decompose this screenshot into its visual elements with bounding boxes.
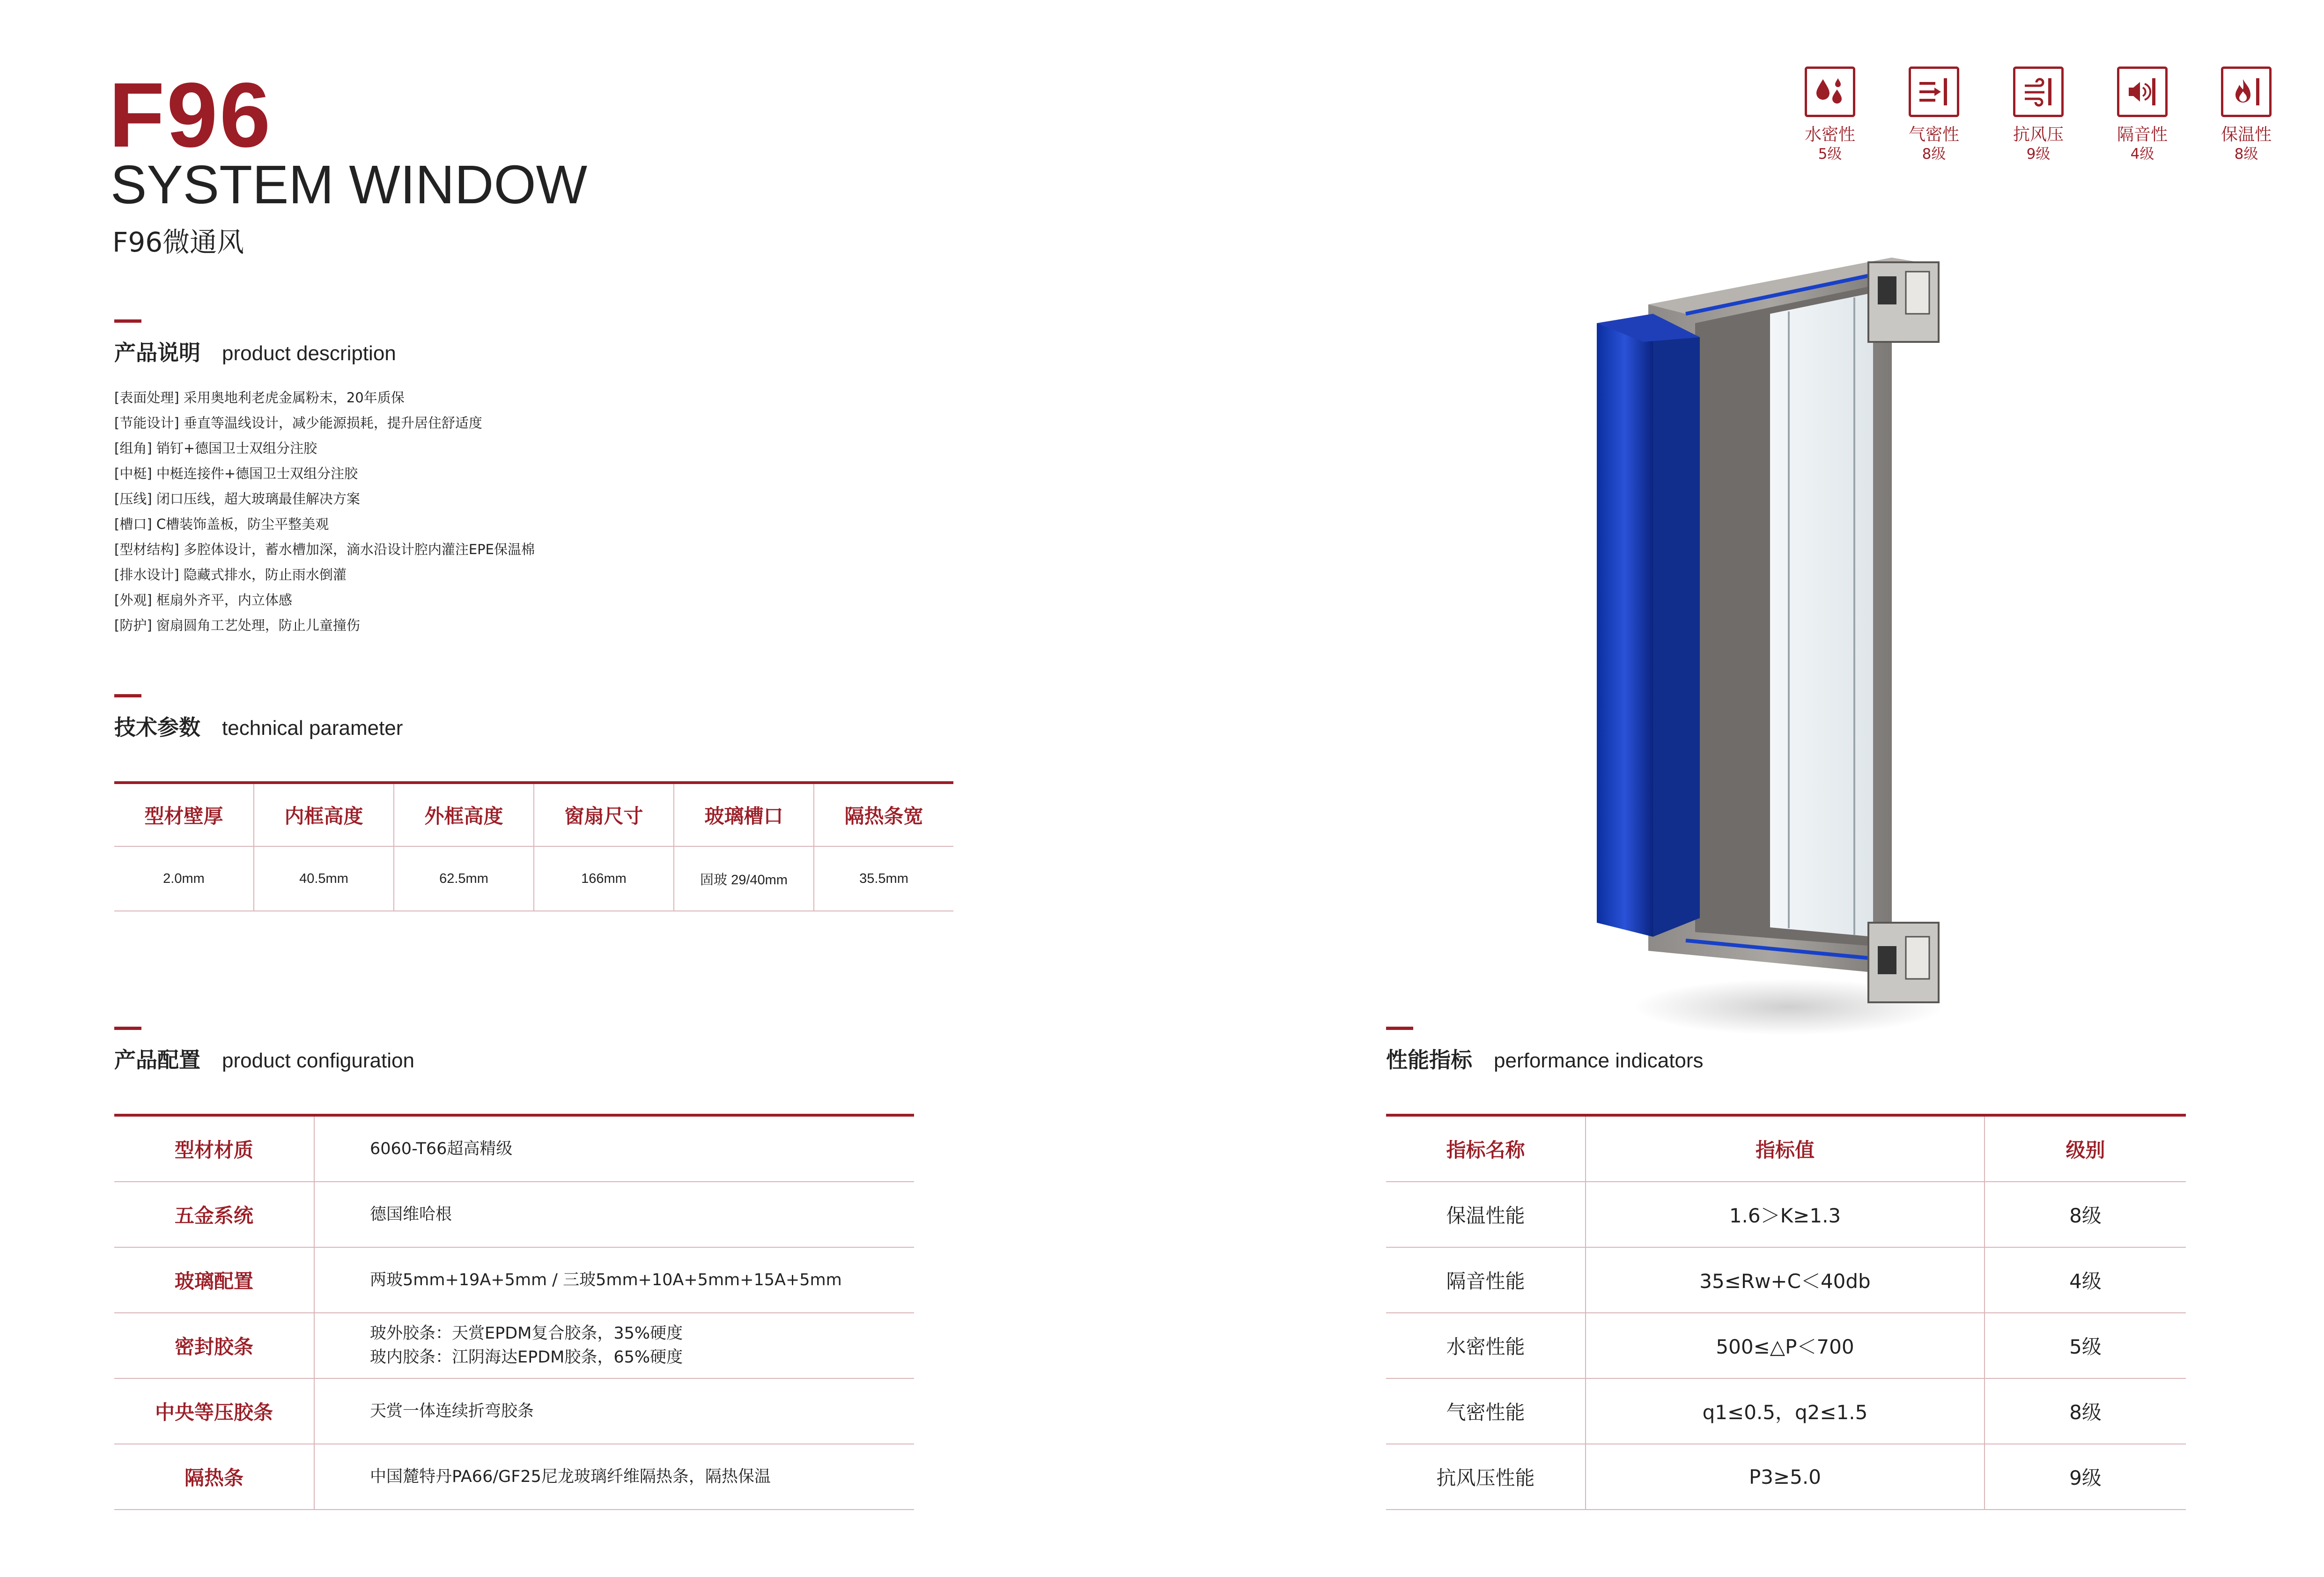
description-item: [压线] 闭口压线，超大玻璃最佳解决方案 [114, 491, 360, 507]
performance-level: 9级 [2069, 1466, 2102, 1489]
description-item: [排水设计] 隐藏式排水，防止雨水倒灌 [114, 567, 347, 583]
configuration-key: 五金系统 [114, 1182, 315, 1247]
performance-header-row [1386, 1117, 2186, 1182]
performance-level: 8级 [2069, 1204, 2102, 1227]
configuration-value: 玻内胶条：江阴海达EPDM胶条，65%硬度 [370, 1348, 683, 1367]
technical-title: 技术参数 [114, 715, 200, 740]
performance-name: 抗风压性能 [1386, 1444, 1586, 1509]
performance-name: 隔音性能 [1386, 1248, 1586, 1312]
technical-header-cell: 隔热条宽 [844, 805, 923, 828]
configuration-row [114, 1248, 914, 1313]
section-marker [114, 1027, 141, 1030]
description-item: [节能设计] 垂直等温线设计，减少能源损耗，提升居住舒适度 [114, 415, 482, 431]
rating-level: 8级 [2234, 146, 2258, 163]
performance-value: 500≤△P＜700 [1586, 1313, 1985, 1378]
wind-pressure-icon [2013, 67, 2064, 117]
performance-row [1386, 1248, 2186, 1313]
rating-level: 9级 [2026, 146, 2051, 163]
description-item: [防护] 窗扇圆角工艺处理，防止儿童撞伤 [114, 617, 360, 633]
sound-insulation-icon [2117, 67, 2168, 117]
technical-header-cell: 窗扇尺寸 [534, 784, 674, 846]
performance-name: 保温性能 [1386, 1182, 1586, 1247]
water-tightness-icon [1805, 67, 1855, 117]
performance-row [1386, 1182, 2186, 1248]
model-subtitle: SYSTEM WINDOW [111, 154, 588, 215]
performance-heading [1386, 1049, 1704, 1071]
performance-row [1386, 1379, 2186, 1444]
window-product-image [1592, 244, 1948, 1040]
rating-label: 隔音性 [2117, 125, 2168, 144]
configuration-row [114, 1182, 914, 1248]
technical-header-row [114, 784, 953, 846]
technical-title-en: technical parameter [222, 717, 403, 740]
performance-row [1386, 1444, 2186, 1510]
description-item: [表面处理] 采用奥地利老虎金属粉末，20年质保 [114, 390, 405, 406]
technical-value-row [114, 846, 953, 911]
description-item: [中梃] 中梃连接件+德国卫士双组分注胶 [114, 466, 358, 481]
configuration-key: 玻璃配置 [114, 1248, 315, 1312]
performance-level: 5级 [2069, 1335, 2102, 1358]
configuration-row [114, 1117, 914, 1182]
technical-header-cell: 玻璃槽口 [674, 784, 814, 846]
performance-value: q1≤0.5，q2≤1.5 [1586, 1379, 1985, 1444]
rating-level: 4级 [2130, 146, 2154, 163]
technical-value-cell: 62.5mm [394, 847, 534, 911]
model-title: F96 [109, 64, 273, 166]
performance-header-cell: 指标值 [1586, 1117, 1985, 1181]
rating-level: 8级 [1922, 146, 1946, 163]
configuration-key: 隔热条 [114, 1444, 315, 1509]
technical-value-cell: 2.0mm [114, 847, 254, 911]
rating-sound [2107, 67, 2177, 163]
performance-row [1386, 1313, 2186, 1379]
configuration-key: 中央等压胶条 [114, 1379, 315, 1444]
rating-thermal [2211, 67, 2281, 163]
rating-air [1899, 67, 1969, 163]
performance-title-en: performance indicators [1494, 1049, 1704, 1072]
configuration-row [114, 1379, 914, 1444]
technical-value-cell: 40.5mm [254, 847, 394, 911]
configuration-key: 密封胶条 [114, 1313, 315, 1378]
configuration-value: 玻外胶条：天赏EPDM复合胶条，35%硬度 [370, 1324, 683, 1343]
performance-header-cell: 指标名称 [1386, 1117, 1586, 1181]
configuration-value: 德国维哈根 [370, 1205, 452, 1224]
technical-table [114, 781, 953, 911]
configuration-key: 型材材质 [114, 1117, 315, 1181]
performance-name: 水密性能 [1386, 1313, 1586, 1378]
configuration-row [114, 1313, 914, 1379]
technical-heading [114, 717, 403, 739]
product-name: F96微通风 [112, 226, 244, 258]
thermal-insulation-icon [2221, 67, 2272, 117]
configuration-table [114, 1114, 914, 1510]
description-heading [114, 342, 396, 364]
configuration-title: 产品配置 [114, 1047, 200, 1073]
description-item: [外观] 框扇外齐平，内立体感 [114, 592, 292, 608]
performance-table [1386, 1114, 2186, 1510]
section-marker [114, 319, 141, 323]
configuration-value: 6060-T66超高精级 [370, 1139, 513, 1158]
technical-value-cell: 固玻 29/40mm [674, 847, 814, 911]
section-marker [114, 694, 141, 697]
performance-header-cell: 级别 [2066, 1139, 2105, 1162]
description-item: [型材结构] 多腔体设计，蓄水槽加深，滴水沿设计腔内灌注EPE保温棉 [114, 541, 535, 557]
description-title-en: product description [222, 342, 396, 365]
configuration-value: 两玻5mm+19A+5mm / 三玻5mm+10A+5mm+15A+5mm [370, 1270, 842, 1289]
technical-header-cell: 内框高度 [254, 784, 394, 846]
configuration-value: 中国麓特丹PA66/GF25尼龙玻璃纤维隔热条，隔热保温 [370, 1467, 771, 1486]
performance-value: 35≤Rw+C＜40db [1586, 1248, 1985, 1312]
configuration-heading [114, 1049, 414, 1071]
description-list [114, 385, 817, 638]
performance-title: 性能指标 [1386, 1047, 1472, 1073]
technical-header-cell: 外框高度 [394, 784, 534, 846]
performance-name: 气密性能 [1386, 1379, 1586, 1444]
performance-level: 4级 [2069, 1270, 2102, 1293]
performance-level: 8级 [2069, 1401, 2102, 1424]
rating-water [1795, 67, 1865, 163]
configuration-value: 天赏一体连续折弯胶条 [370, 1401, 534, 1421]
description-item: [组角] 销钉+德国卫士双组分注胶 [114, 440, 317, 456]
technical-header-cell: 型材壁厚 [114, 784, 254, 846]
performance-value: 1.6＞K≥1.3 [1586, 1182, 1985, 1247]
rating-label: 气密性 [1908, 125, 1959, 144]
technical-value-cell: 35.5mm [859, 871, 908, 886]
rating-label: 保温性 [2221, 125, 2272, 144]
rating-level: 5级 [1818, 146, 1842, 163]
configuration-row [114, 1444, 914, 1510]
section-marker [1386, 1027, 1413, 1030]
description-item: [槽口] C槽装饰盖板，防尘平整美观 [114, 516, 329, 532]
technical-value-cell: 166mm [534, 847, 674, 911]
rating-label: 抗风压 [2013, 125, 2064, 144]
air-tightness-icon [1909, 67, 1959, 117]
description-title: 产品说明 [114, 340, 200, 365]
configuration-title-en: product configuration [222, 1049, 414, 1072]
rating-wind [2003, 67, 2073, 163]
performance-value: P3≥5.0 [1586, 1444, 1985, 1509]
rating-label: 水密性 [1804, 125, 1855, 144]
